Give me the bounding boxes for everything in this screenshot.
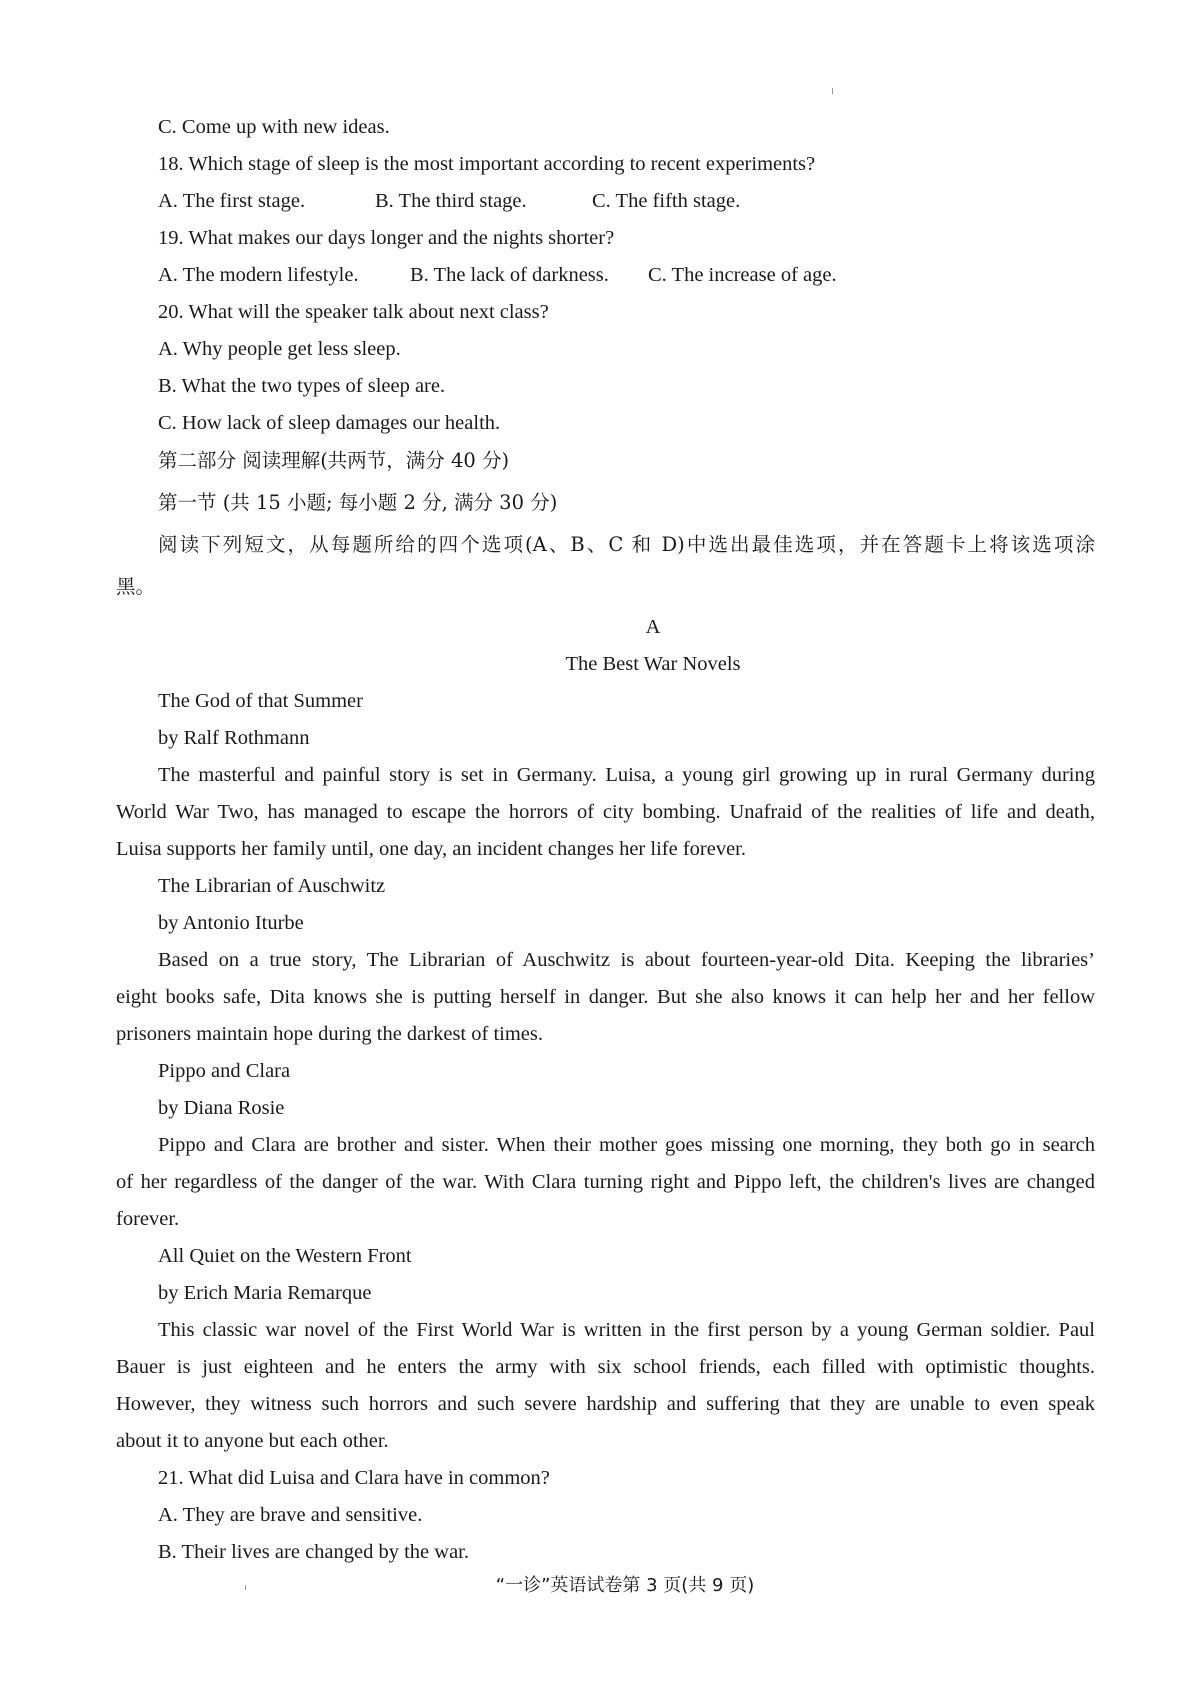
book-author: by Antonio Iturbe xyxy=(158,912,304,934)
question-20: 20. What will the speaker talk about next class? xyxy=(158,301,549,323)
book-title: The Librarian of Auschwitz xyxy=(158,875,386,897)
section-heading: 第一节 (共 15 小题; 每小题 2 分, 满分 30 分) xyxy=(158,491,558,514)
page-footer: “一诊”英语试卷第 3 页(共 9 页) xyxy=(495,1575,755,1596)
book-author: by Erich Maria Remarque xyxy=(158,1282,372,1304)
paragraph-line: Pippo and Clara are brother and sister. When their mother goes missing one morning, they both go in search xyxy=(158,1134,1095,1156)
paragraph-line: World War Two, has managed to escape the horrors of city bombing. Unafraid of the realities of life and death, xyxy=(116,801,1095,823)
q21-option-a: A. They are brave and sensitive. xyxy=(158,1504,423,1526)
instructions-line-2: 黑。 xyxy=(116,575,156,598)
passage-letter: A xyxy=(645,616,661,638)
paragraph-line: The masterful and painful story is set in Germany. Luisa, a young girl growing up in rural Germany during xyxy=(158,764,1095,786)
paragraph-line: Based on a true story, The Librarian of Auschwitz is about fourteen-year-old Dita. Keeping the libraries’ xyxy=(158,949,1095,971)
paragraph-line: Bauer is just eighteen and he enters the army with six school friends, each filled with optimistic thoughts. xyxy=(116,1356,1095,1378)
paragraph-line: forever. xyxy=(116,1208,180,1230)
question-19: 19. What makes our days longer and the nights shorter? xyxy=(158,227,615,249)
book-title: Pippo and Clara xyxy=(158,1060,291,1082)
q19-option-c: C. The increase of age. xyxy=(648,264,837,286)
instructions-line-1: 阅读下列短文，从每题所给的四个选项(A、B、C 和 D)中选出最佳选项，并在答题卡上将该选项涂 xyxy=(158,533,1095,556)
question-18: 18. Which stage of sleep is the most important according to recent experiments? xyxy=(158,153,816,175)
paragraph-line: Luisa supports her family until, one day, an incident changes her life forever. xyxy=(116,838,746,860)
question-21: 21. What did Luisa and Clara have in common? xyxy=(158,1467,550,1489)
book-title: All Quiet on the Western Front xyxy=(158,1245,412,1267)
option-line: C. Come up with new ideas. xyxy=(158,116,390,138)
q19-option-a: A. The modern lifestyle. xyxy=(158,264,359,286)
q18-option-b: B. The third stage. xyxy=(375,190,527,212)
q18-option-a: A. The first stage. xyxy=(158,190,306,212)
q20-option-b: B. What the two types of sleep are. xyxy=(158,375,446,397)
paragraph-line: about it to anyone but each other. xyxy=(116,1430,389,1452)
paragraph-line: prisoners maintain hope during the darkest of times. xyxy=(116,1023,543,1045)
q18-option-c: C. The fifth stage. xyxy=(592,190,741,212)
book-title: The God of that Summer xyxy=(158,690,363,712)
paragraph-line: of her regardless of the danger of the war. With Clara turning right and Pippo left, the children's lives are changed xyxy=(116,1171,1095,1193)
book-author: by Diana Rosie xyxy=(158,1097,285,1119)
paragraph-line: eight books safe, Dita knows she is putting herself in danger. But she also knows it can help her and her fellow xyxy=(116,986,1095,1008)
passage-title: The Best War Novels xyxy=(565,653,741,675)
q19-option-b: B. The lack of darkness. xyxy=(410,264,609,286)
q20-option-c: C. How lack of sleep damages our health. xyxy=(158,412,501,434)
paragraph-line: This classic war novel of the First World War is written in the first person by a young German soldier. Paul xyxy=(158,1319,1095,1341)
book-author: by Ralf Rothmann xyxy=(158,727,310,749)
scan-mark xyxy=(832,88,833,94)
q21-option-b: B. Their lives are changed by the war. xyxy=(158,1541,470,1563)
q20-option-a: A. Why people get less sleep. xyxy=(158,338,401,360)
part-heading: 第二部分 阅读理解(共两节，满分 40 分) xyxy=(158,449,510,472)
paragraph-line: However, they witness such horrors and such severe hardship and suffering that they are unable to even speak xyxy=(116,1393,1095,1415)
